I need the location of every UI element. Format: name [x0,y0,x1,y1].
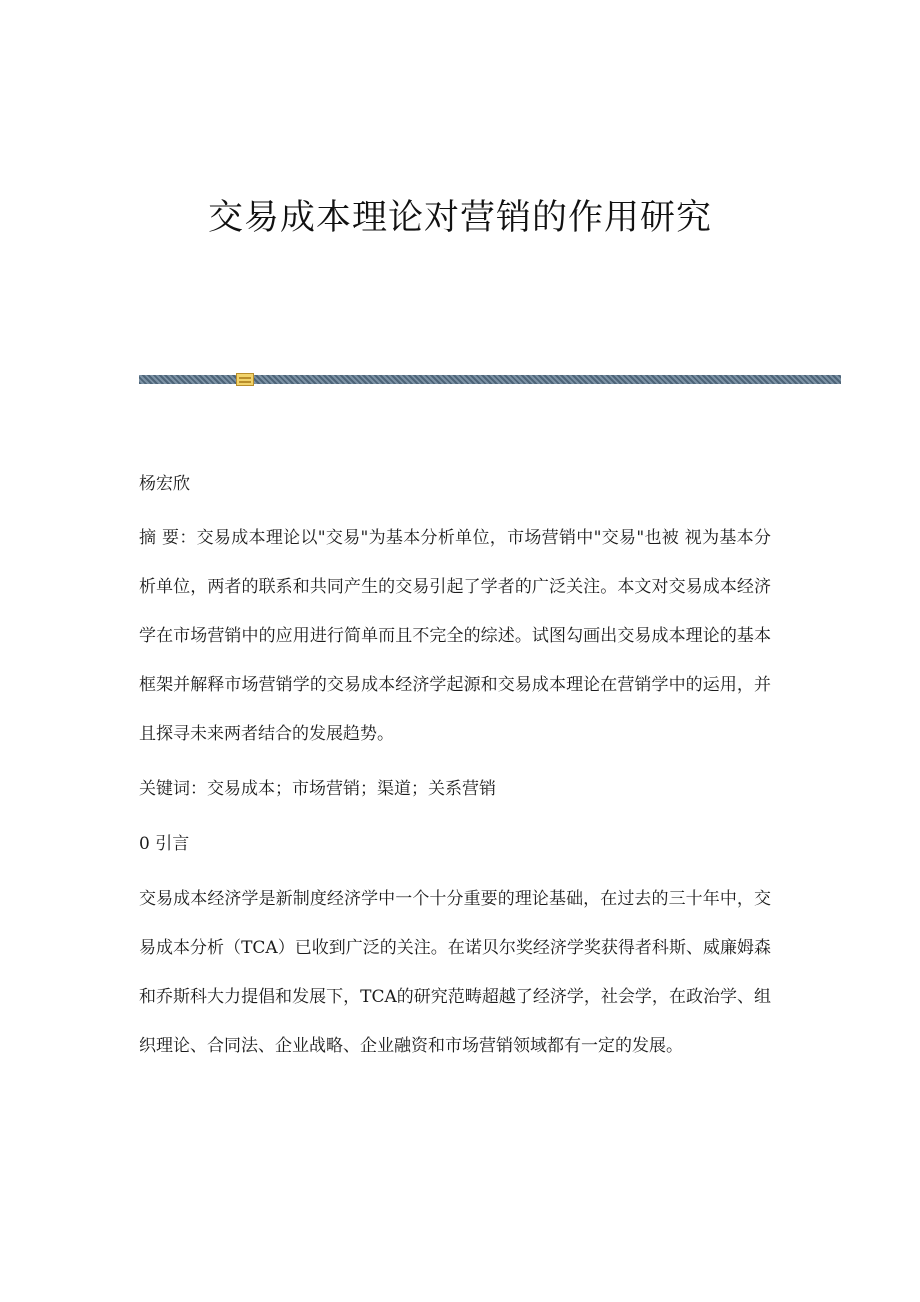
author-name: 杨宏欣 [139,474,190,494]
section-heading: 0 引言 [139,834,190,854]
document-title: 交易成本理论对营销的作用研究 [207,198,712,238]
abstract-paragraph: 摘 要：交易成本理论以"交易"为基本分析单位，市场营销中"交易"也被 视为基本分析单位，两者的联系和共同产生的交易引起了学者的广泛关注。本文对交易成本经济学在市场营销中的应用进行简单而且不完全的综述。试图勾画出交易成本理论的基本框架并解释市场营销学的交易成本经济学起源和交易成本理论在营销学中的运用，并且探寻未来两者结合的发展趋势。 [139,528,771,744]
divider-ornament-icon [236,373,254,386]
keywords-line: 关键词：交易成本；市场营销；渠道；关系营销 [139,779,496,799]
title-divider [139,375,841,384]
body-paragraph: 交易成本经济学是新制度经济学中一个十分重要的理论基础，在过去的三十年中，交易成本分析（TCA）已收到广泛的关注。在诺贝尔奖经济学奖获得者科斯、威廉姆森和乔斯科大力提倡和发展下，TCA的研究范畴超越了经济学，社会学，在政治学、组织理论、合同法、企业战略、企业融资和市场营销领域都有一定的发展。 [139,889,771,1056]
